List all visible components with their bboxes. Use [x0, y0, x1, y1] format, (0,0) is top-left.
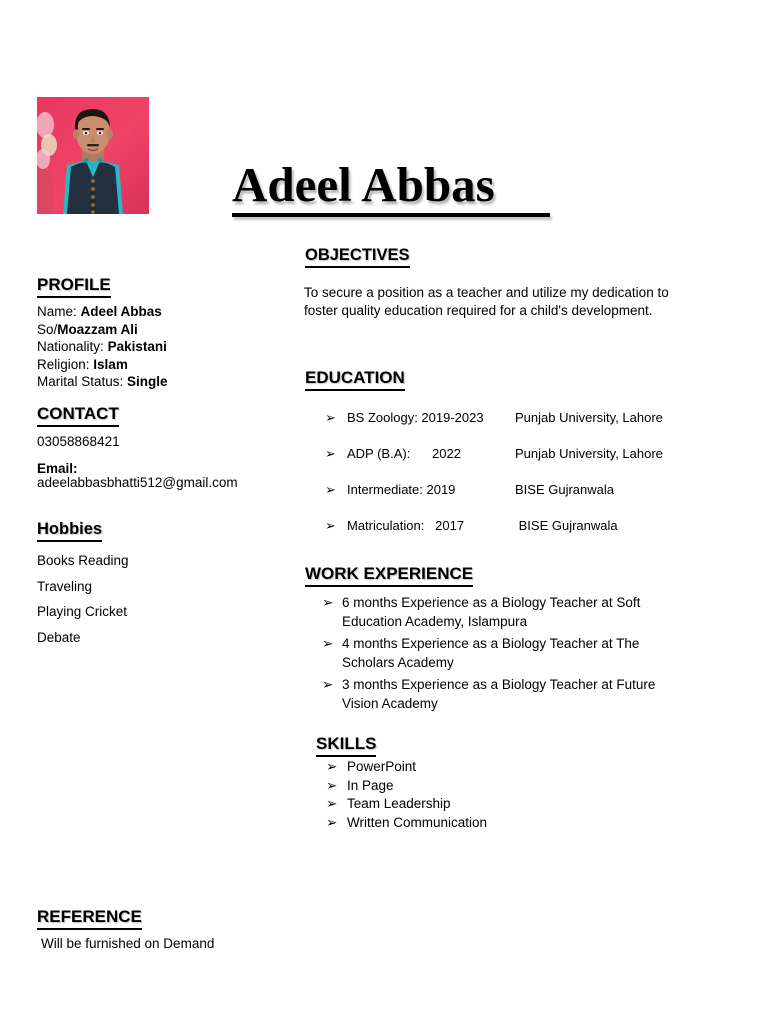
section-heading-profile: PROFILE	[37, 275, 111, 298]
profile-field-father-value: Moazzam Ali	[57, 321, 138, 337]
list-item	[326, 814, 646, 833]
skill-text: Team Leadership	[347, 796, 451, 811]
list-item	[322, 676, 694, 713]
profile-field-name-value: Adeel Abbas	[80, 304, 162, 319]
list-item: Debate	[37, 629, 81, 645]
education-degree: Matriculation: 2017	[347, 518, 465, 533]
arrow-bullet-icon: ➢	[326, 777, 338, 793]
arrow-bullet-icon: ➢	[326, 814, 338, 830]
arrow-bullet-icon: ➢	[326, 796, 338, 811]
list-item: Traveling	[37, 578, 93, 594]
profile-field-name	[37, 303, 277, 321]
arrow-bullet-icon: ➢	[325, 482, 336, 497]
profile-field-nationality-value: Pakistani	[107, 339, 167, 354]
section-heading-hobbies: Hobbies	[37, 520, 102, 542]
profile-field-nationality-label: Nationality:	[37, 339, 104, 354]
skill-text: Written Communication	[347, 814, 488, 830]
section-heading-work-experience: WORK EXPERIENCE	[305, 564, 473, 587]
profile-field-religion-label: Religion:	[37, 356, 90, 372]
education-institute: BISE Gujranwala	[515, 482, 614, 497]
education-entry	[325, 518, 725, 554]
section-heading-skills: SKILLS	[316, 734, 376, 757]
contact-phone: 03058868421	[37, 434, 120, 449]
skill-text: PowerPoint	[347, 759, 417, 774]
skills-list	[326, 758, 646, 832]
contact-email-label: Email:	[37, 461, 78, 476]
page-title: Adeel Abbas	[232, 157, 495, 212]
profile-field-religion	[37, 356, 277, 374]
arrow-bullet-icon: ➢	[325, 410, 336, 425]
skill-text: In Page	[347, 777, 394, 793]
reference-text: Will be furnished on Demand	[41, 936, 215, 951]
list-item	[326, 777, 646, 796]
education-degree: ADP (B.A): 2022	[347, 446, 461, 461]
section-heading-contact: CONTACT	[37, 404, 119, 427]
work-experience-text: 4 months Experience as a Biology Teacher at The Scholars Academy	[342, 636, 640, 670]
education-institute: Punjab University, Lahore	[515, 410, 663, 425]
work-experience-text: 6 months Experience as a Biology Teacher at Soft Education Academy, Islampura	[342, 595, 641, 629]
hobbies-list	[37, 548, 277, 650]
list-item: Books Reading	[37, 553, 129, 568]
education-institute: BISE Gujranwala	[515, 518, 618, 533]
education-degree: Intermediate: 2019	[347, 482, 456, 497]
objectives-body: To secure a position as a teacher and utilize my dedication to foster quality education required for a child's development.	[304, 285, 669, 318]
list-item	[322, 635, 694, 672]
profile-field-marital-status	[37, 373, 277, 391]
contact-email-value: adeelabbasbhatti512@gmail.com	[37, 475, 238, 490]
portrait-photo-graphic	[37, 97, 149, 214]
list-item	[326, 795, 646, 814]
work-experience-text: 3 months Experience as a Biology Teacher at Future Vision Academy	[342, 677, 656, 711]
arrow-bullet-icon: ➢	[325, 518, 336, 533]
portrait-photo	[37, 97, 149, 214]
profile-field-marital-status-label: Marital Status:	[37, 374, 124, 389]
profile-field-religion-value: Islam	[93, 356, 128, 372]
name-underline	[232, 213, 550, 217]
education-list	[325, 410, 725, 554]
section-heading-education: EDUCATION	[305, 368, 405, 391]
education-institute: Punjab University, Lahore	[515, 446, 663, 461]
education-entry	[325, 482, 725, 518]
profile-field-name-label: Name:	[37, 304, 77, 319]
list-item	[322, 594, 694, 631]
profile-field-father-label: So/	[37, 321, 58, 337]
arrow-bullet-icon: ➢	[325, 446, 336, 461]
arrow-bullet-icon: ➢	[326, 759, 338, 774]
education-degree: BS Zoology: 2019-2023	[347, 410, 484, 425]
education-entry	[325, 410, 725, 446]
arrow-bullet-icon: ➢	[322, 677, 334, 692]
profile-field-nationality	[37, 338, 277, 356]
candidate-name-block	[232, 157, 572, 217]
education-entry	[325, 446, 725, 482]
list-item	[326, 758, 646, 777]
profile-field-marital-status-value: Single	[127, 374, 168, 389]
arrow-bullet-icon: ➢	[322, 636, 334, 651]
profile-fields	[37, 303, 277, 391]
work-experience-list	[322, 594, 694, 717]
list-item: Playing Cricket	[37, 604, 128, 620]
arrow-bullet-icon: ➢	[322, 595, 334, 610]
section-heading-objectives: OBJECTIVES	[305, 246, 410, 268]
section-heading-reference: REFERENCE	[37, 907, 142, 930]
profile-field-father	[37, 321, 277, 339]
